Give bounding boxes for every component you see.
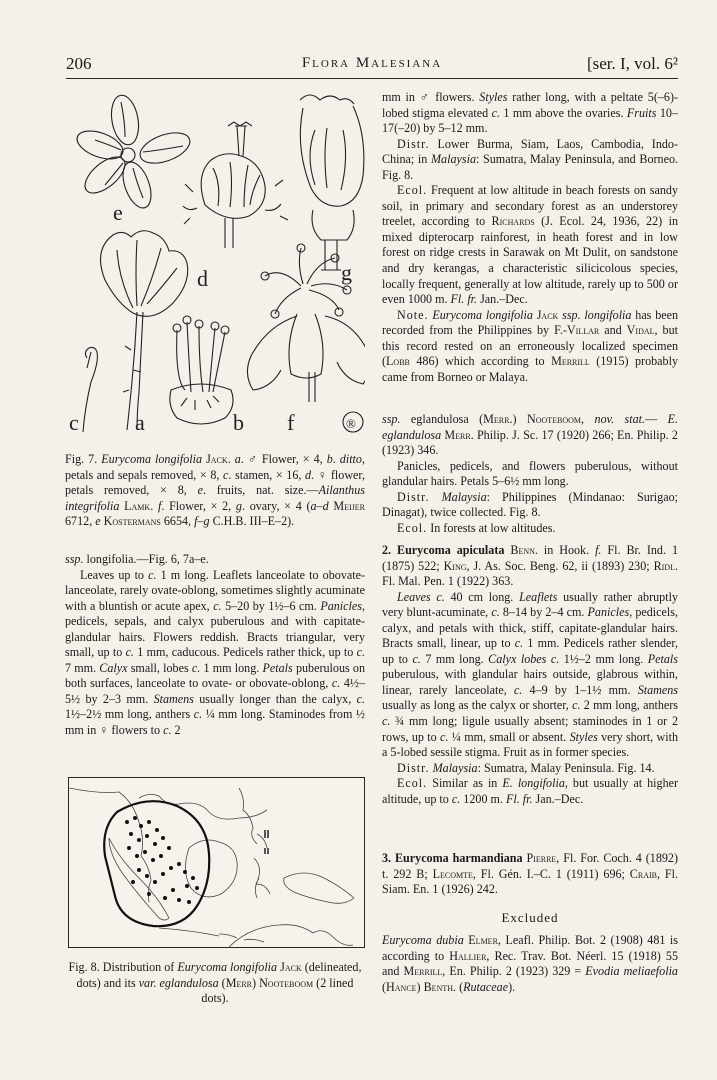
- text-run: ¾ mm long; ligule usually absent; staminodes in 1 or 2 rows, up to: [382, 714, 678, 744]
- panel-label-a: a: [135, 410, 145, 435]
- species-2-heading: [382, 543, 678, 590]
- text-run: c.: [572, 698, 581, 713]
- text-run: , but this record rested on an erroneously localized specimen (: [382, 323, 678, 369]
- text-run: 8–14 by 2–4 cm.: [499, 605, 588, 620]
- panel-label-f: f: [287, 410, 295, 435]
- text-run: Petals: [647, 651, 678, 666]
- text-run: . Philip. J. Sc. 17 (1920) 266; En. Philip. 2 (1923) 346.: [382, 427, 678, 458]
- ssp-eglandulosa-heading: [382, 412, 678, 459]
- right-column-top: [382, 90, 678, 385]
- text-run: Calyx lobes: [488, 651, 547, 666]
- text-run: . Flower, × 2,: [161, 498, 236, 513]
- text-run: , Rec. Trav. Bot. Néerl. 15 (1918) 55 and: [382, 948, 678, 979]
- excluded-section: [382, 933, 678, 995]
- ssp-longifolia-description: [65, 568, 365, 739]
- text-run: Stamens: [637, 682, 678, 697]
- text-run: . fruits, nat. size.—: [202, 483, 319, 498]
- text-run: Elmer: [468, 933, 498, 947]
- text-run: Similar as in: [427, 776, 503, 791]
- text-run: c.: [550, 651, 560, 666]
- text-run: Kostermans: [103, 514, 161, 529]
- text-run: . Fl. Mal. Pen. 1 (1922) 363.: [382, 558, 678, 589]
- ssp-eglandulosa-description: [382, 459, 678, 490]
- excluded-entry: [382, 933, 678, 995]
- text-run: Leaves up to: [80, 567, 149, 582]
- text-run: 2: [171, 723, 181, 738]
- text-run: Eurycoma longifolia: [101, 452, 203, 466]
- text-run: : Sumatra, Malay Peninsula. Fig. 14.: [477, 760, 655, 775]
- ssp-eglandulosa-section: [382, 412, 678, 536]
- note-paragraph: [382, 308, 678, 386]
- text-run: Malaysia: [432, 760, 478, 775]
- text-run: usually rather abruptly very blunt-acuminate,: [382, 589, 678, 620]
- text-run: Benn: [510, 543, 535, 557]
- text-run: . in Hook.: [534, 543, 596, 557]
- fruit-star-drawing: [73, 93, 194, 212]
- text-run: b: [326, 452, 333, 466]
- text-run: Frequent at low altitude in beach forests on sandy soil, in primary and secondary forest as an understorey treelet, according to: [382, 183, 678, 229]
- text-run: Meijer: [333, 498, 365, 513]
- text-run: 10–17(–20) by 5–12 mm.: [382, 105, 678, 136]
- running-header: [66, 54, 678, 78]
- text-run: —: [645, 412, 668, 426]
- text-run: Ecol.: [397, 520, 428, 535]
- text-run: c.: [451, 791, 461, 806]
- ssp-longifolia-heading: [65, 552, 365, 568]
- text-run: Leaves: [397, 589, 431, 604]
- text-run: , Leafl. Philip. Bot. 2 (1908) 481 is according to: [382, 933, 678, 963]
- distribution-paragraph-2: [382, 490, 678, 521]
- text-run: ssp.: [65, 552, 84, 566]
- figure-7-caption: [65, 452, 365, 530]
- text-run: Lobb: [386, 354, 410, 369]
- text-run: c.: [514, 636, 524, 651]
- text-run: c.: [356, 691, 365, 706]
- text-run: c.: [513, 682, 523, 697]
- text-run: Ecol.: [397, 183, 428, 198]
- text-run: 7 mm.: [65, 660, 100, 675]
- text-run: , En. Philip. 2 (1923) 329 =: [442, 964, 586, 979]
- text-run: c.: [191, 660, 201, 675]
- text-run: In forests at low altitudes.: [427, 520, 556, 535]
- text-run: . (: [453, 979, 464, 994]
- text-run: Merrill: [551, 354, 590, 369]
- text-run: Pierre: [526, 851, 557, 865]
- text-run: Fl. fr.: [505, 791, 533, 806]
- panel-label-e: e: [113, 200, 123, 225]
- text-run: . ♀ flower, petals removed, × 8,: [65, 467, 365, 498]
- text-run: Fl. fr.: [450, 292, 478, 307]
- text-run: a: [234, 452, 241, 466]
- stamen-drawing: [83, 348, 97, 433]
- text-run: ): [416, 979, 424, 994]
- text-run: Jack: [206, 452, 228, 466]
- text-run: Eurycoma longifolia: [177, 960, 278, 974]
- ecology-paragraph-3: [382, 776, 678, 807]
- text-run: 1 mm, caducous. Pedicels rather thick, up to: [133, 645, 357, 660]
- text-run: c.: [193, 707, 203, 722]
- text-run: , pedicels, calyx, and petals with thick, stiff, capitate-glandular hairs. Bracts small, linear, up to: [382, 605, 678, 651]
- text-run: 1 mm long.: [200, 660, 263, 675]
- text-run: Richards: [491, 214, 535, 229]
- text-run: , but usually at higher altitude, up to: [382, 776, 679, 806]
- text-run: 1200 m.: [460, 791, 506, 806]
- text-run: c.: [148, 567, 157, 582]
- series-volume: [ser. I, vol. 6²: [586, 54, 678, 73]
- figure-7-illustration: [65, 90, 365, 442]
- figure-8-caption-text: [65, 960, 365, 1007]
- species-3-section: [382, 851, 678, 898]
- text-run: Lecomte: [432, 866, 473, 881]
- header-rule: [66, 78, 678, 79]
- text-run: Note.: [397, 307, 429, 322]
- text-run: , pedicels, sepals, and calyx puberulous and with capitate-glandular hairs. Flowers reddish. Bracts triangular, very small, up to: [65, 598, 365, 660]
- text-run: Calyx: [99, 660, 128, 675]
- text-run: Benth: [423, 979, 454, 994]
- text-run: .: [227, 452, 235, 466]
- text-run: puberulous, with glandular hairs outside, glabrous within, linear, rarely lanceolate,: [382, 667, 678, 697]
- copyright-mark: ®: [346, 416, 356, 431]
- text-run: ditto: [339, 452, 362, 466]
- text-run: Hallier: [449, 948, 487, 963]
- botanical-drawing: [65, 90, 365, 442]
- text-run: Merr: [444, 427, 471, 442]
- text-run: c.: [491, 605, 500, 620]
- distribution-paragraph-3: [382, 761, 678, 777]
- text-run: Petals: [262, 660, 293, 675]
- text-run: ssp. longifolia: [562, 307, 632, 322]
- text-run: 4½–5½ by 2–3 mm.: [65, 676, 365, 706]
- text-run: Nooteboom: [526, 412, 582, 426]
- text-run: c.: [491, 105, 501, 120]
- text-run: 6712,: [65, 514, 96, 529]
- text-run: [430, 490, 442, 504]
- text-run: c: [223, 467, 229, 482]
- text-run: Villar: [566, 323, 600, 338]
- text-run: , Fl. Gén. I.–C. 1 (1911) 696;: [472, 866, 630, 881]
- ssp-longifolia-section: [65, 552, 365, 739]
- text-run: Evodia meliaefolia: [585, 964, 678, 979]
- text-run: 1½–2 mm long.: [559, 651, 648, 666]
- text-run: longifolia.—Fig. 6, 7a–e.: [83, 552, 209, 566]
- text-run: (: [218, 975, 226, 990]
- species-3-heading: [382, 851, 678, 898]
- text-run: . stamen, × 16,: [228, 467, 305, 482]
- text-run: c.: [382, 714, 391, 729]
- text-run: . ovary, × 4 (: [241, 498, 311, 513]
- text-run: Jan.–Dec.: [477, 292, 528, 307]
- text-run: f–g: [194, 514, 210, 529]
- text-run: Distr.: [397, 489, 430, 504]
- continued-description: [382, 90, 678, 137]
- text-run: Ridl: [653, 558, 675, 573]
- text-run: a–d: [310, 498, 329, 513]
- flower-petals-removed-drawing: [170, 316, 233, 424]
- figure-8-distribution-map: [68, 777, 365, 948]
- text-run: : Sumatra, Malay Peninsula, and Borneo. Fig. 8.: [382, 152, 679, 182]
- text-run: C.H.B. III–E–2).: [209, 514, 295, 529]
- text-run: 486) which according to: [409, 354, 552, 369]
- text-run: Merr: [225, 975, 253, 990]
- text-run: Craib: [629, 866, 657, 881]
- text-run: f.: [595, 543, 602, 557]
- text-run: Stamens: [153, 691, 194, 706]
- text-run: Styles: [569, 729, 598, 744]
- text-run: 2 mm long, anthers: [580, 698, 679, 713]
- text-run: Rutaceae: [463, 979, 509, 994]
- excluded-heading: Excluded: [501, 910, 559, 925]
- text-run: (2 lined dots).: [201, 975, 354, 1006]
- text-run: nov. stat.: [594, 412, 646, 426]
- text-run: .: [332, 452, 340, 466]
- text-run: , Fl. For. Coch. 4 (1892) t. 292 B;: [382, 851, 678, 881]
- text-run: puberulous on both surfaces, lanceolate to ovate- or obovate-oblong,: [65, 660, 365, 691]
- text-run: usually longer than the calyx,: [193, 691, 357, 706]
- text-run: 3. Eurycoma harmandiana: [382, 851, 523, 865]
- text-run: Hance: [386, 979, 417, 994]
- distribution-paragraph-1: [382, 137, 678, 184]
- page-number: 206: [66, 54, 92, 73]
- male-flower-drawing: [101, 231, 188, 430]
- species-2-description: [382, 590, 678, 761]
- text-run: mm in ♂ flowers.: [382, 90, 480, 104]
- text-run: eglandulosa (: [400, 412, 484, 426]
- text-run: ): [252, 975, 260, 990]
- text-run: Vidal: [626, 323, 655, 338]
- text-run: c.: [440, 729, 449, 744]
- text-run: 4–9 by 1–1½ mm.: [522, 682, 638, 697]
- text-run: (: [382, 979, 387, 994]
- text-run: Eurycoma dubia: [382, 933, 464, 947]
- text-run: E. longifolia: [502, 776, 565, 791]
- ecology-paragraph-2: [382, 521, 678, 537]
- text-run: and: [599, 323, 627, 338]
- text-run: , Fl. Siam. En. 1 (1926) 242.: [382, 866, 678, 897]
- text-run: 1 mm above the ovaries.: [500, 105, 627, 120]
- text-run: E. eglandulosa: [382, 412, 678, 442]
- ovary-drawing: [300, 95, 364, 270]
- text-run: 40 cm long.: [444, 589, 520, 604]
- text-run: Malaysia: [430, 152, 476, 167]
- eglandulosa-marks: [265, 830, 268, 854]
- text-run: d: [305, 467, 312, 482]
- text-run: c.: [163, 723, 172, 738]
- text-run: 7 mm long.: [420, 651, 489, 666]
- text-run: f: [157, 498, 162, 513]
- text-run: Panicles: [320, 598, 362, 613]
- distribution-outline: [104, 801, 209, 926]
- text-run: very short, with a 5-lobed sessile stigma. Fruit as in former species.: [382, 729, 679, 760]
- text-run: Merr.: [483, 412, 513, 426]
- text-run: (delineated, dots) and its: [76, 960, 362, 990]
- panel-label-c: c: [69, 410, 79, 435]
- text-run: Fruits: [626, 105, 657, 120]
- journal-title: Flora Malesiana: [301, 55, 443, 71]
- text-run: 6654,: [160, 514, 195, 529]
- text-run: rather long, with a peltate 5(–6)-lobed stigma elevated: [382, 90, 678, 120]
- text-run: c.: [436, 589, 445, 604]
- text-run: Lamk: [124, 498, 151, 513]
- text-run: Panicles, pedicels, and flowers puberulous, without glandular hairs. Petals 5–6½ mm long.: [382, 458, 678, 489]
- text-run: Jack: [280, 960, 302, 974]
- text-run: 1½–2½ mm long, anthers: [65, 707, 194, 722]
- text-run: has been recorded from the Philippines by F.-: [382, 307, 679, 338]
- ecology-paragraph-1: [382, 183, 678, 307]
- text-run: Lower Burma, Siam, Laos, Cambodia, Indo-China; in: [382, 136, 678, 167]
- text-run: ,: [581, 412, 595, 426]
- panel-label-b: b: [233, 410, 244, 435]
- text-run: usually as long as the calyx or shorter,: [382, 698, 573, 713]
- text-run: 1 m long. Leaflets lanceolate to obovate-lanceolate, rarely ovate-oblong, sometimes slightly acuminate with a bluntish or acute apex,: [65, 567, 365, 613]
- text-run: c.: [213, 598, 222, 613]
- text-run: 5–20 by 1½–6 cm.: [221, 598, 321, 613]
- text-run: ssp.: [382, 412, 401, 426]
- text-run: Fl. Br. Ind. 1 (1875) 522;: [382, 543, 678, 573]
- text-run: Styles: [479, 90, 508, 104]
- text-run: g: [235, 498, 242, 513]
- panel-label-d: d: [197, 266, 208, 291]
- figure-8-caption: [65, 960, 365, 1007]
- text-run: King: [443, 558, 467, 573]
- text-run: (J. Ecol. 24, 1936, 22) in mixed dipterocarp rainforest, in heath forest and in low forest on ridge crests in Sarawak on Mt Dulit, on sandstone and dry kerangas, a characteristic silicicolous species, locally frequent, generally at low altitude, rarely up to 500 or even 1000 m.: [382, 214, 678, 307]
- text-run: Jan.–Dec.: [532, 791, 584, 806]
- text-run: e: [95, 514, 101, 529]
- figure-7-caption-text: [65, 452, 365, 530]
- text-run: Nooteboom: [259, 975, 314, 990]
- text-run: Merrill: [403, 964, 443, 979]
- text-run: Distr.: [397, 136, 430, 151]
- text-run: c.: [125, 645, 134, 660]
- text-run: var. eglandulosa: [138, 975, 219, 990]
- text-run: Leaflets: [519, 589, 558, 604]
- text-run: ).: [508, 979, 516, 994]
- text-run: Eurycoma longifolia: [432, 307, 533, 322]
- text-run: Fig. 8. Distribution of: [68, 960, 178, 974]
- text-run: 1 mm. Pedicels rather slender, up to: [382, 636, 678, 666]
- text-run: Fig. 7.: [65, 452, 102, 466]
- text-run: : Philippines (Mindanao: Surigao; Dinagat), twice collected. Fig. 8.: [382, 489, 678, 520]
- text-run: Ailanthus integrifolia: [65, 483, 365, 513]
- text-run: Malaysia: [441, 489, 487, 504]
- text-run: c.: [412, 651, 421, 666]
- panel-label-g: g: [341, 260, 352, 285]
- species-2-section: [382, 543, 678, 807]
- text-run: c.: [331, 676, 341, 691]
- text-run: 2. Eurycoma apiculata: [382, 543, 505, 557]
- text-run: , J. As. Soc. Beng. 62, ii (1893) 230;: [466, 558, 654, 573]
- text-run: Distr.: [397, 760, 430, 775]
- distribution-map-drawing: [69, 778, 364, 947]
- text-run: ¼ mm, small or absent.: [448, 729, 570, 744]
- text-run: c.: [356, 645, 365, 660]
- text-run: Ecol.: [397, 776, 428, 791]
- text-run: small, lobes: [127, 660, 192, 675]
- text-run: Jack: [536, 307, 559, 322]
- text-run: e: [197, 483, 203, 498]
- text-run: , petals and sepals removed, × 8,: [65, 452, 365, 482]
- text-run: ¼ mm long. Staminodes from ½ mm in ♀ flowers to: [65, 707, 365, 738]
- text-run: . ♂ Flower, × 4,: [240, 452, 327, 466]
- female-flower-drawing: [183, 122, 288, 248]
- text-run: Panicles: [587, 605, 630, 620]
- text-run: ): [512, 412, 527, 426]
- text-run: .: [150, 498, 158, 513]
- text-run: (1915) probably came from Borneo or Malaya.: [382, 354, 678, 384]
